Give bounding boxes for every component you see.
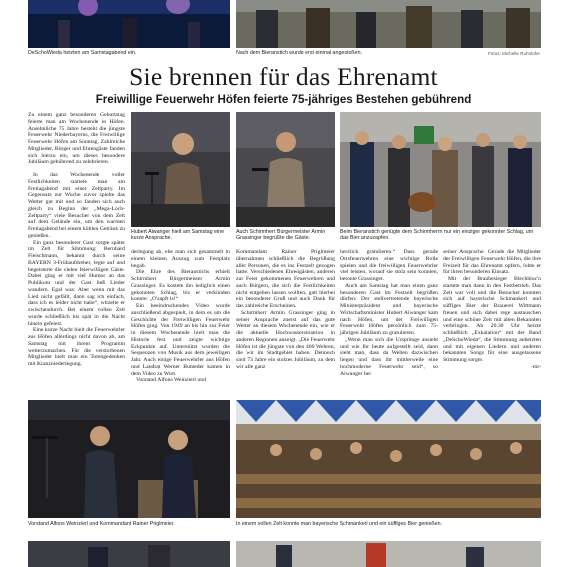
photo-full-tent-caption: In einem vollen Zelt konnte man bayerische Schmankerl und ein süffiges Bier genießen. <box>236 521 443 527</box>
paragraph: Vorstand Alfons Weinzierl und <box>136 377 206 384</box>
photo-credit: Fotos: Michelle Ruhstofer <box>488 51 541 56</box>
photo-bottom-left-partial <box>28 541 230 567</box>
photo-bottom-right-partial <box>236 541 541 567</box>
article-column-3 <box>236 249 335 371</box>
paragraph: Schirmherr Armin Grassinger ging in seiner Ansprache zuerst auf das gute Wetter an diesem Wochenende ein, wie er die aktuelle Hochwassersituation in anderen Regionen anzeigt. „Die Feuerwehr Höfen ist die jüngste von den 400 Wehren, die wir im Stadtgebiet haben. Dennoch sind 73 Jahre ein stolzes Jubiläum, zu dem wir alle ganz <box>236 309 335 370</box>
paragraph: „Wenn man sich die Ursprünge ansieht und wie Ihr heute aufgestellt seid, dann sieht man, dass da Welten dazwischen liegen und dass ihr mittlerweile eine hochmoderne Feuerwehr seid“, so Aiwanger bei <box>340 336 438 377</box>
article-headline: Sie brennen für das Ehrenamt <box>129 62 438 91</box>
paragraph: Eine kurze Nacht hielt die Feuerwehrler aus Höfen allerdings nicht davon ab, am Samstag mit ihrem Programm weiterzumachen. Für die verstorbenen Mitglieder hielt man ein Totengedenken mit Kranzniederlegung. <box>28 327 125 367</box>
paragraph: herzlich gratulieren.“ Dass gerade Ortsfeuerwehren eine wichtige Rolle spielen und die freiwilligen Feuerwehrler viel leisten, worauf sie stolz sein konnten, betonte Grassinger. <box>340 249 438 282</box>
article-subheadline: Freiwillige Feuerwehr Höfen feierte 75-jähriges Bestehen gebührend <box>95 93 472 106</box>
article-column-4 <box>340 249 438 377</box>
author-signature: -mr- <box>531 363 541 370</box>
paragraph: Kommandant Rainer Priglmeier übernahmen schließlich die Begrüßung aller Personen, die es ins Festzelt gezogen hatte. Verschiedenen Ehrengästen, anderen zur Feier gekommenen Feuerwehren und auch Bürgern, die sich die Festlichkeiten nicht entgehen lassen wollten, galt hierbei ein besonderer Gruß und auch Dank für das zahlreiche Erscheinen. <box>236 249 335 309</box>
paragraph: Die Ehre des Bieranstichs erhielt Schirmherr Bürgermeister Armin Grassinger. Es kostete ihn lediglich einen gekonnten Schlag, bis er verkünden konnte: „O'zapft is!“ <box>131 269 230 303</box>
photo-grassinger-caption: Auch Schirmherr Bürgermeister Armin Grassinger begrüßte die Gäste. <box>236 229 326 242</box>
paragraph: Ein ganz besonderer Gast sorgte später im Zelt für Stimmung: Bernhard Fleischmann, bekannt durch seine BAYERN 3-Frühaufdreher, legte auf und begeisterte die vielen feierwilligen Gäste. Dabei ging er mit viel Humor an das Publikum und der Gast ließ Lieder wandern. Egal was: Aber wenn mit das Lied nicht gefällt, dann sag ich einfach, dass ich es leider nicht habe“, witzelte er zwischendurch. Bei einem vollen Zelt wurde schließlich bis spät in die Nacht hinein gefeiert. <box>28 239 125 327</box>
photo-aiwanger-caption: Hubert Aiwanger hielt am Samstag eine kurze Ansprache. <box>131 229 225 242</box>
photo-aiwanger <box>131 112 230 227</box>
top-photo-toast <box>236 0 541 48</box>
paragraph: seiner Ansprache. Gerade die Mitglieder der Freiwilligen Feuerwehr Höfen, die ihre Freizeit für das Ehrenamt opfern, lobte er für ihren besonderen Einsatz. <box>443 249 541 276</box>
photo-bieranstich <box>340 112 541 227</box>
paragraph: Zu einem ganz besonderen Geburtstag feierte man am Wochenende in Höfen. Ansehnliche 75 Jahre besteht die jüngste Feuerwehr Niederbayerns, die Freiwillige Feuerwehr Höfen am Sonntag. Zahlreiche Mitglieder, Bürger und Ehrengäste fanden sich hierzu ein, um dieses besondere Jubiläum gebührend zu zelebrieren. <box>28 112 125 166</box>
article-column-1 <box>28 112 125 368</box>
paragraph: Mit der Braubesieger Blechbloc'n startete man dann in den Festbetrieb. Das Zelt war voll und die Besucher konnten sich auf bayerische Schmankerl und süffiges Bier der Brauerei Wittmann freuen und sich dabei rege austauschen und eine schöne Zeit mit alten Bekannten verbringen. Ab 20.30 Uhr heizte schließlich „Exkalation“ mit der Band „DeSchoWieda“, die Stimmung anheizten und mit eigenen Liedern und anderen bekannten Songs für eine ausgelassene Stimmung sorgte. <box>443 276 541 363</box>
article-column-2 <box>131 249 230 384</box>
photo-weinzierl-priglmeier <box>28 400 230 518</box>
photo-grassinger <box>236 112 335 227</box>
paragraph: In das Wochenende voller Festlichkeiten startete man am Freitagabend mit einer Zeltparty. Im Gegensatz zur Woche zuvor spielte das Wetter gut mit und so fanden sich auch gleich zu Beginn der „Mega-Loch-Zeltparty“ viele Besucher von dem Zelt auf dem Gelände ein, um den warmen Freitagabend bei einem kühlen Getränk zu genießen. <box>28 172 125 239</box>
top-left-caption: DeSchoWieda heizten am Samstagabend ein. <box>28 50 137 56</box>
photo-weinzierl-priglmeier-caption: Vorstand Alfons Weinzierl und Kommandant Rainer Priglmeier. <box>28 521 175 527</box>
paragraph: Auch am Samstag hat man einen ganz besonderen Gast im Festzelt begrüßen dürfen: Der stellvertretende bayerische Ministerpräsident und bayerische Wirtschaftsminister Hubert Aiwanger kam nach Höfen, um der Freiwilligen Feuerwehr Höfen persönlich zum 75-jährigen Jubiläum zu gratulieren. <box>340 282 438 336</box>
top-photo-band <box>28 0 230 48</box>
photo-bieranstich-caption: Beim Bieranstich genügte dem Schirmherrn nur ein einziger gekonnter Schlag, um das Bier anzuzapfen. <box>340 229 534 242</box>
article-column-5 <box>443 249 541 371</box>
paragraph: derlegung ab, ehe man sich gesammelt in einem kleinen Auszug zum Festplatz begab. <box>131 249 230 269</box>
photo-full-tent <box>236 400 541 518</box>
paragraph: Ein beeindruckendes Video wurde anschließend abgespielt, in dem es um die Geschichte der Freiwilligen Feuerwehr Höfen ging. Von 1949 an bis hin zur Feier in diesem Wochenende hielt man die Historie fest und zeigte wichtige Eckpunkte auf. Unterstützt wurden die Sequenzen von Musik aus dem jeweiligen Jahr. Auch einige Feuerwehrler aus Höfen und Landrat Werner Bumeder kamen in dem Video zu Wort. <box>131 303 230 377</box>
top-right-caption: Nach dem Bieranstich wurde erst einmal angestoßen. <box>236 50 363 56</box>
